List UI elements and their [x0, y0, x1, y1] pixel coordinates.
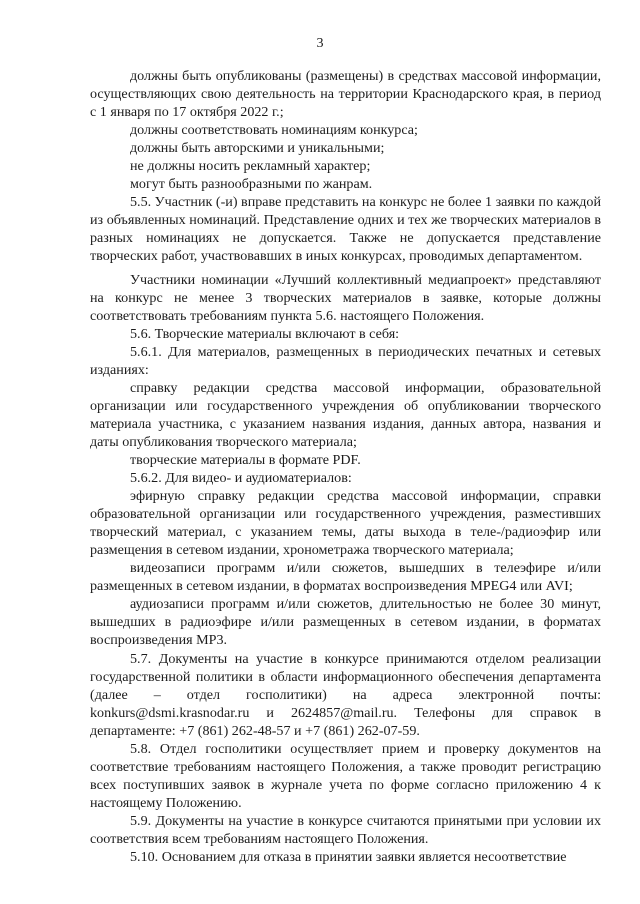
paragraph-5-5: 5.5. Участник (-и) вправе представить на конкурс не более 1 заявки по каждой из объявленных номинаций. Представление одних и тех же творческих материалов в разных номинациях не допускается. Также не допускается представление творческих работ, участвовавших в иных конкурсах, проводимых департаментом.	[90, 194, 601, 265]
document-body	[90, 67, 601, 866]
paragraph-editorial-reference: справку редакции средства массовой информации, образовательной организации или государственного учреждения об опубликовании творческого материала участника, с указанием названия издания, данных автора, названия и даты опубликования творческого материала;	[90, 379, 601, 450]
paragraph-nomination-match: должны соответствовать номинациям конкурса;	[130, 122, 418, 139]
paragraph-publication-requirement: должны быть опубликованы (размещены) в средствах массовой информации, осуществляющих свою деятельность на территории Краснодарского края, в период с 1 января по 17 октября 2022 г.;	[90, 68, 601, 121]
paragraph-broadcast-reference: эфирную справку редакции средства массовой информации, справки образовательной организации или государственного учреждения, разместивших творческий материал, с указанием темы, даты выхода в теле-/радиоэфир или размещения в сетевом издании, хронометража творческого материала;	[90, 488, 601, 559]
paragraph-audio-records: аудиозаписи программ и/или сюжетов, длительностью не более 30 минут, вышедших в радиоэфире и/или размещенных в сетевом издании, в форматах воспроизведения MP3.	[90, 596, 601, 649]
paragraph-5-7: 5.7. Документы на участие в конкурсе принимаются отделом реализации государственной политики в области информационного обеспечения департамента (далее – отдел госполитики) на адреса электронной почты: konkurs@dsmi.krasnodar.ru и 2624857@mail.ru. Телефоны для справок в департаменте: +7 (861) 262-48-57 и +7 (861) 262-07-59.	[90, 650, 601, 739]
paragraph-collective-mediaproject: Участники номинации «Лучший коллективный медиапроект» представляют на конкурс не менее 3 творческих материалов в заявке, которые должны соответствовать требованиям пункта 5.6. настоящего Положения.	[90, 271, 601, 324]
paragraph-5-9: 5.9. Документы на участие в конкурсе считаются принятыми при условии их соответствия всем требованиям настоящего Положения.	[90, 812, 601, 847]
paragraph-video-records: видеозаписи программ и/или сюжетов, вышедших в телеэфире и/или размещенных в сетевом издании, в форматах воспроизведения MPEG4 или AVI;	[90, 560, 601, 595]
paragraph-5-6-2: 5.6.2. Для видео- и аудиоматериалов:	[130, 470, 352, 487]
page-number: 3	[316, 35, 324, 51]
paragraph-5-10: 5.10. Основанием для отказа в принятии заявки является несоответствие	[130, 849, 567, 866]
paragraph-5-8: 5.8. Отдел госполитики осуществляет прием и проверку документов на соответствие требованиям настоящего Положения, а также проводит регистрацию всех поступивших заявок в журнале учета по форме согласно приложению 4 к настоящему Положению.	[90, 740, 601, 811]
paragraph-no-advertising: не должны носить рекламный характер;	[130, 158, 371, 175]
paragraph-pdf-format: творческие материалы в формате PDF.	[130, 451, 361, 468]
paragraph-genres: могут быть разнообразными по жанрам.	[130, 176, 373, 193]
paragraph-5-6-1: 5.6.1. Для материалов, размещенных в периодических печатных и сетевых изданиях:	[90, 343, 601, 378]
paragraph-authorship: должны быть авторскими и уникальными;	[130, 140, 385, 157]
paragraph-5-6: 5.6. Творческие материалы включают в себя:	[130, 325, 400, 342]
